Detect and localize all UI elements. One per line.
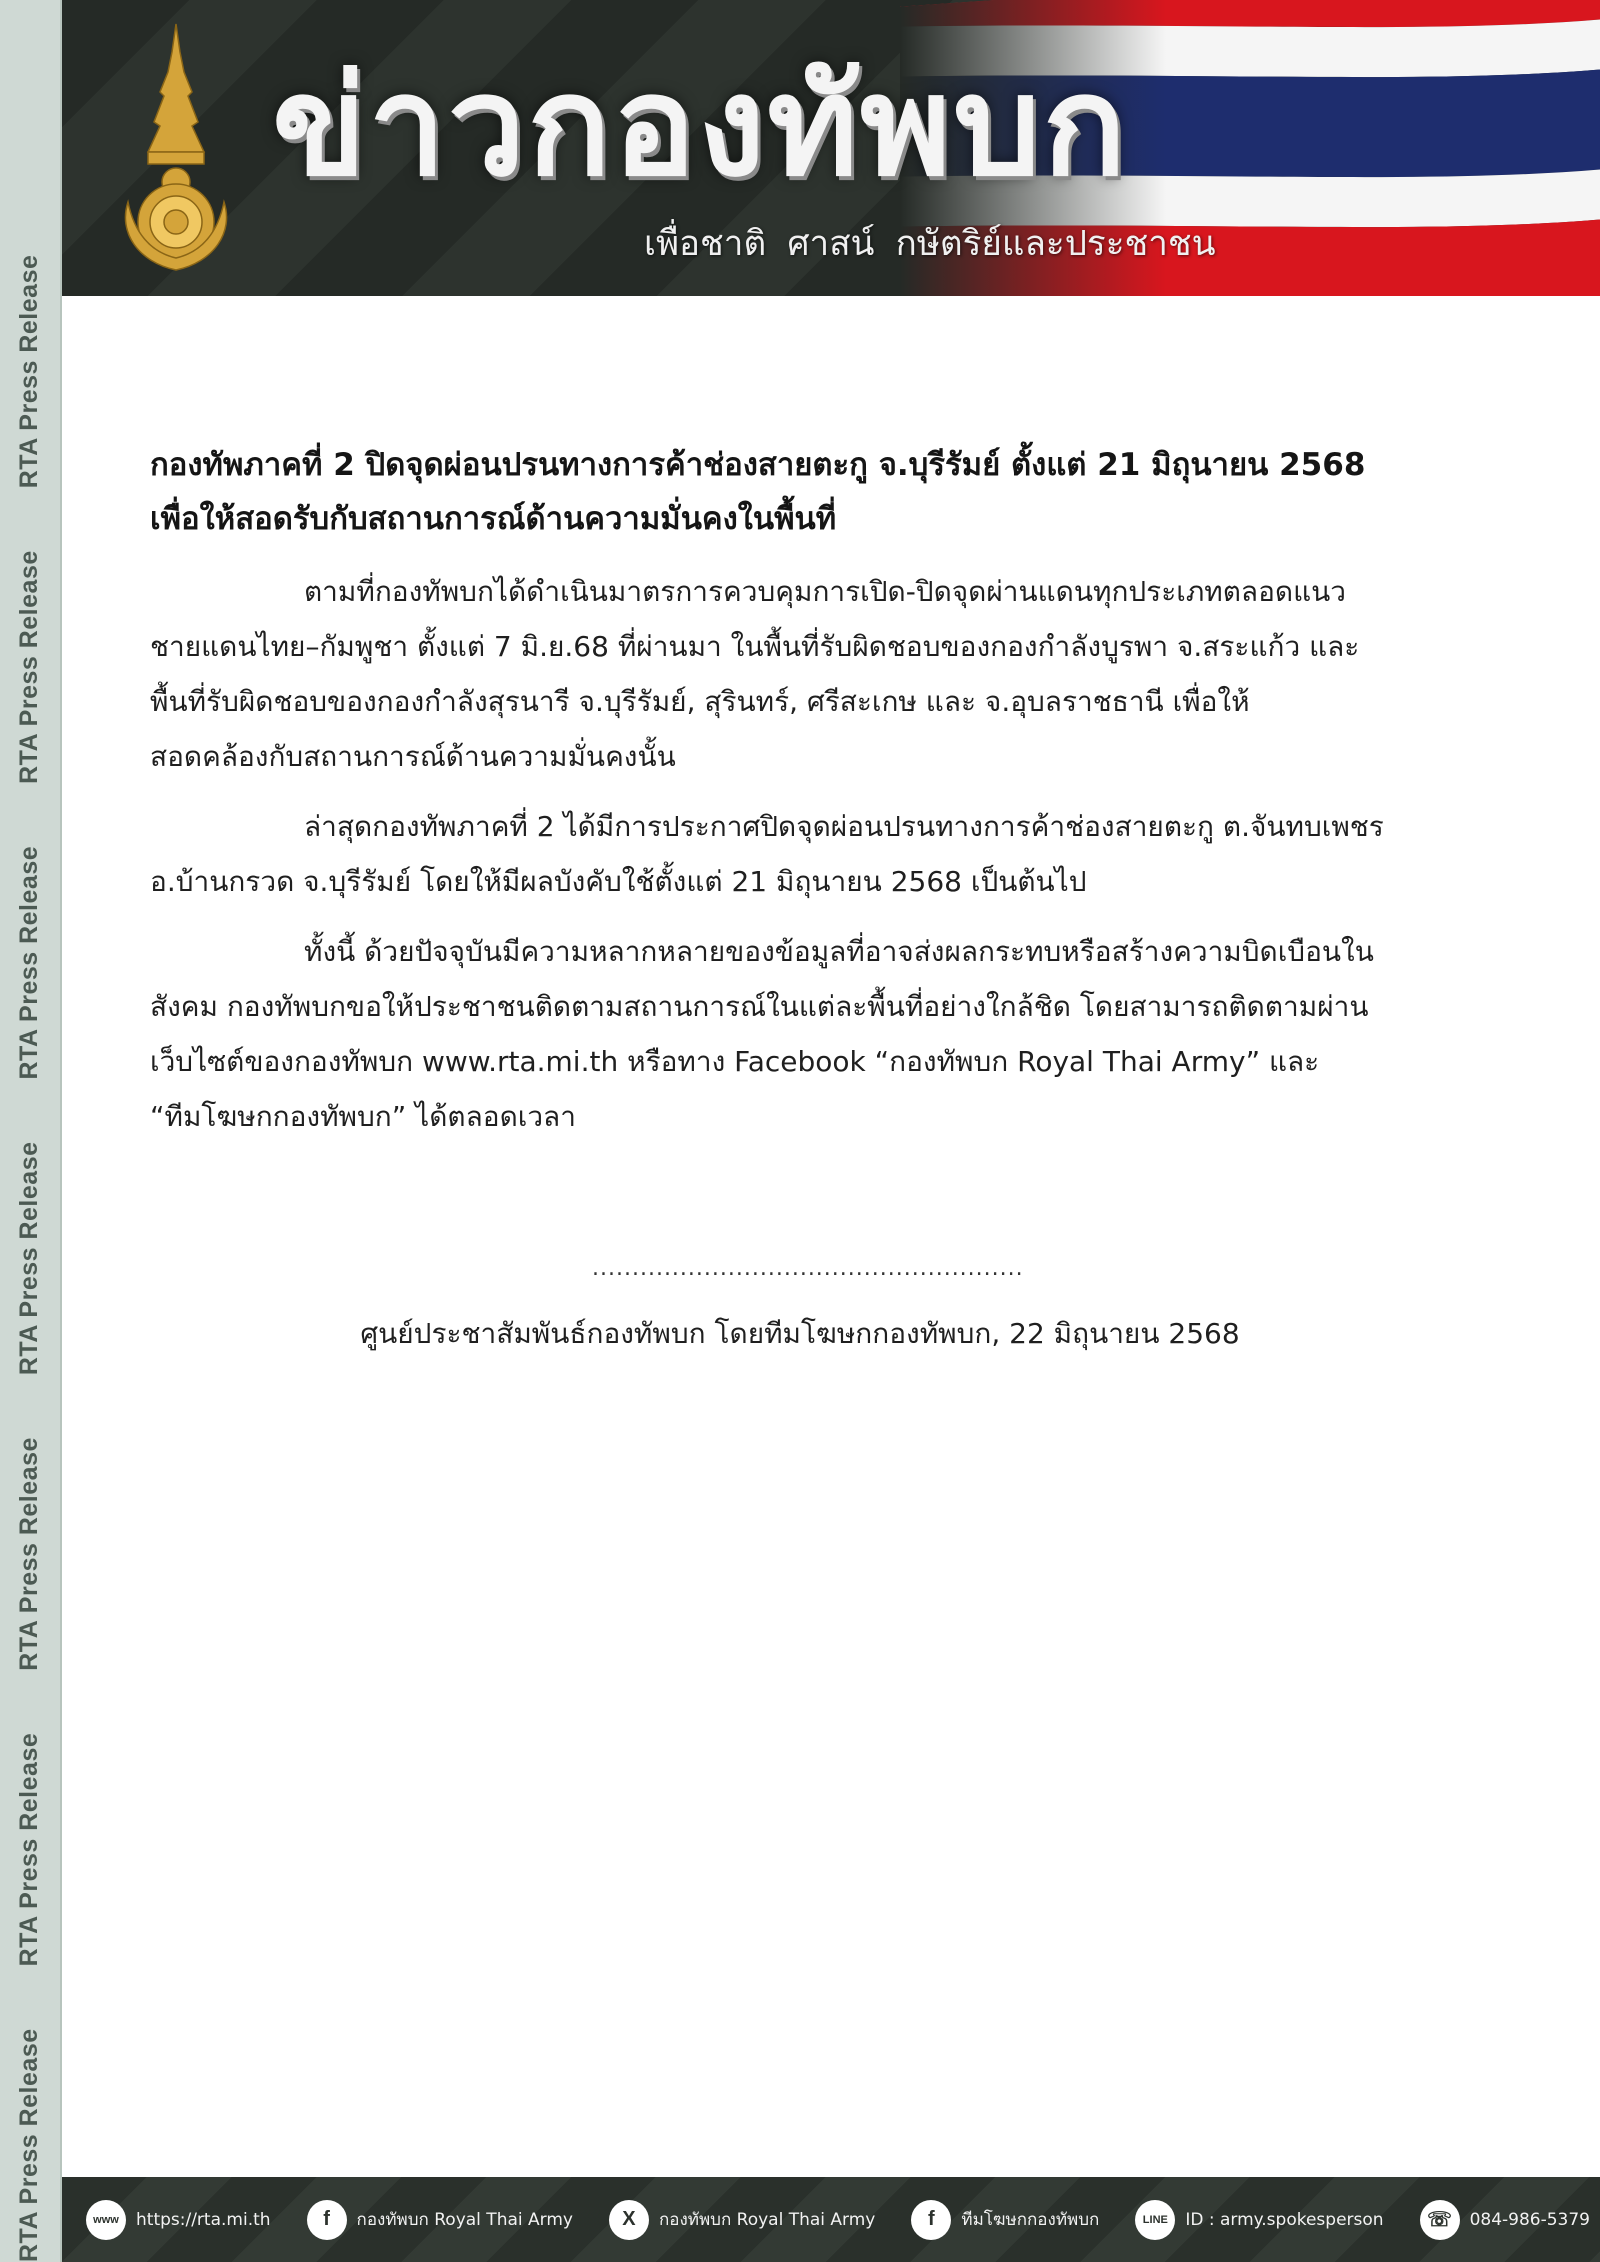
- royal-thai-army-emblem: [118, 22, 234, 272]
- side-band-label: RTA Press Release: [15, 254, 43, 489]
- article-paragraph-3: [150, 924, 1450, 1144]
- footer-contact-text: https://rta.mi.th: [136, 2209, 271, 2230]
- article: [150, 438, 1450, 1159]
- footer-contact-item[interactable]: [911, 2200, 1121, 2240]
- article-paragraph-2: [150, 799, 1450, 909]
- www-icon: www: [86, 2200, 126, 2240]
- side-band-label: RTA Press Release: [15, 845, 43, 1080]
- footer-contact-text: กองทัพบก Royal Thai Army: [658, 2210, 876, 2230]
- article-paragraph-1: [150, 564, 1450, 784]
- line-icon: LINE: [1135, 2200, 1175, 2240]
- side-band-labels: [15, 254, 44, 2262]
- paragraph-line: ล่าสุดกองทัพภาคที่ 2 ได้มีการประกาศปิดจุดผ่อนปรนทางการค้าช่องสายตะกู ต.จันทบเพชร: [304, 810, 1384, 843]
- headline-line: เพื่อให้สอดรับกับสถานการณ์ด้านความมั่นคงในพื้นที่: [150, 501, 837, 537]
- side-band-label: RTA Press Release: [15, 1437, 43, 1671]
- facebook-icon: f: [307, 2200, 347, 2240]
- side-band-label: RTA Press Release: [15, 1732, 43, 1967]
- side-band-label: RTA Press Release: [15, 550, 43, 784]
- divider-dots: ......................................................: [592, 1256, 1024, 1281]
- x-icon: X: [609, 2200, 649, 2240]
- paragraph-line: “ทีมโฆษกกองทัพบก” ได้ตลอดเวลา: [150, 1100, 576, 1133]
- side-band-label: RTA Press Release: [15, 2028, 43, 2262]
- headline-line: กองทัพภาคที่ 2 ปิดจุดผ่อนปรนทางการค้าช่องสายตะกู จ.บุรีรัมย์ ตั้งแต่ 21 มิถุนายน 2568: [150, 447, 1366, 483]
- paragraph-line: พื้นที่รับผิดชอบของกองกำลังสุรนารี จ.บุรีรัมย์, สุรินทร์, ศรีสะเกษ และ จ.อุบลราชธานี เพื่อให้: [150, 685, 1250, 718]
- footer-contact-item[interactable]: [609, 2200, 897, 2240]
- paragraph-line: สอดคล้องกับสถานการณ์ด้านความมั่นคงนั้น: [150, 740, 676, 773]
- footer-contact-item[interactable]: [1135, 2200, 1405, 2240]
- article-headline: [150, 438, 1450, 546]
- header-subtitle: เพื่อชาติ ศาสน์ กษัตริย์และประชาชน: [644, 224, 1216, 264]
- side-band-label: RTA Press Release: [15, 1141, 43, 1376]
- footer-contact-item[interactable]: [86, 2200, 293, 2240]
- paragraph-line: อ.บ้านกรวด จ.บุรีรัมย์ โดยให้มีผลบังคับใช้ตั้งแต่ 21 มิถุนายน 2568 เป็นต้นไป: [150, 865, 1087, 898]
- phone-icon: ☏: [1420, 2200, 1460, 2240]
- paragraph-line: เว็บไซต์ของกองทัพบก www.rta.mi.th หรือทาง Facebook “กองทัพบก Royal Thai Army” และ: [150, 1045, 1320, 1078]
- footer-contact-item[interactable]: [307, 2200, 595, 2240]
- footer-contact-text: กองทัพบก Royal Thai Army: [356, 2210, 573, 2230]
- header-title: ข่าวกองทัพบก: [272, 46, 1129, 207]
- side-band: [0, 0, 62, 2262]
- closing-credit: ศูนย์ประชาสัมพันธ์กองทัพบก โดยทีมโฆษกกองทัพบก, 22 มิถุนายน 2568: [360, 1317, 1240, 1350]
- footer-contact-text: ID : army.spokesperson: [1185, 2209, 1384, 2230]
- header-banner: [62, 0, 1600, 296]
- footer-contact-item[interactable]: [1420, 2200, 1600, 2240]
- footer-contact-text: ทีมโฆษกกองทัพบก: [961, 2210, 1100, 2230]
- paragraph-line: ชายแดนไทย–กัมพูชา ตั้งแต่ 7 มิ.ย.68 ที่ผ่านมา ในพื้นที่รับผิดชอบของกองกำลังบูรพา จ.สระแก้ว และ: [150, 630, 1360, 663]
- footer-contact-text: 084-986-5379: [1469, 2209, 1590, 2230]
- paragraph-line: ตามที่กองทัพบกได้ดำเนินมาตรการควบคุมการเปิด-ปิดจุดผ่านแดนทุกประเภทตลอดแนว: [304, 575, 1346, 608]
- paragraph-line: สังคม กองทัพบกขอให้ประชาชนติดตามสถานการณ์ในแต่ละพื้นที่อย่างใกล้ชิด โดยสามารถติดตามผ่าน: [150, 990, 1369, 1023]
- paragraph-line: ทั้งนี้ ด้วยปัจจุบันมีความหลากหลายของข้อมูลที่อาจส่งผลกระทบหรือสร้างความบิดเบือนใน: [304, 935, 1374, 968]
- facebook-icon: f: [911, 2200, 951, 2240]
- footer-contact-bar: [62, 2177, 1600, 2262]
